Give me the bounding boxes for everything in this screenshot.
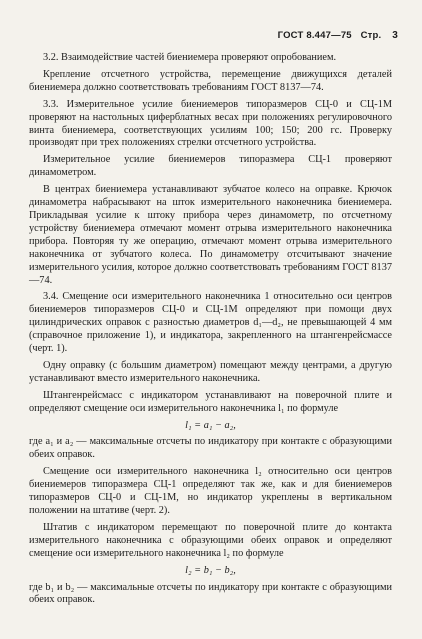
standard-number: ГОСТ 8.447—75 [277, 30, 352, 41]
page-number: 3 [392, 30, 398, 41]
formula-l1: l₁ = a₁ − a₂, [185, 419, 236, 431]
formula-l2: l₂ = b₁ − b₂, [185, 564, 236, 576]
paragraph: Измерительное усилие биениемеров типоразмера СЦ-1 проверяют динамометром. [29, 154, 392, 179]
document-body [29, 52, 392, 611]
paragraph: 3.3. Измерительное усилие биениемеров типоразмеров СЦ-0 и СЦ-1М проверяют на настольных циферблатных весах при положениях регулировочного винта биениемера, соответствующих усилиям 100; 150; 200 гс. Проверку производят при трех положениях стрелки отсчетного устройства. [29, 98, 392, 149]
paragraph: Штангенрейсмасс с индикатором устанавливают на поверочной плите и определяют смещение оси измерительного наконечника l₁ по формуле [29, 389, 392, 414]
formula-legend: где b₁ и b₂ — максимальные отсчеты по индикатору при контакте с образующими обеих оправок. [29, 581, 392, 606]
paragraph: 3.4. Смещение оси измерительного наконечника 1 относительно оси центров биениемеров типоразмеров СЦ-0 и СЦ-1М определяют при помощи двух цилиндрических оправок с разностью диаметров d₁—d₂, не превышающей 4 мм (справочное приложение 1), и индикатора, закрепленного на штангенрейсмассе (черт. 1). [29, 291, 392, 355]
page-label: Стр. [360, 30, 382, 41]
paragraph: Одну оправку (с большим диаметром) помещают между центрами, а другую устанавливают вместо измерительного наконечника. [29, 359, 392, 384]
paragraph: Смещение оси измерительного наконечника l₂ относительно оси центров биениемеров типоразмера СЦ-1 определяют так же, как и для биениемеров типоразмеров СЦ-0 и СЦ-1М, но индикатор укреплены в вертикальном положении на штативе (черт. 2). [29, 466, 392, 516]
paragraph: Штатив с индикатором перемещают по поверочной плите до контакта измерительного наконечника с образующими обеих оправок и определяют смещение оси измерительного наконечника l₂ по формуле [29, 521, 392, 559]
page-header [272, 30, 398, 41]
paragraph: 3.2. Взаимодействие частей биениемера проверяют опробованием. [43, 52, 337, 63]
formula-legend: где a₁ и a₂ — максимальные отсчеты по индикатору при контакте с образующими обеих оправок. [29, 436, 392, 461]
paragraph: Крепление отсчетного устройства, перемещение движущихся деталей биениемера должно соответствовать требованиям ГОСТ 8137—74. [29, 68, 392, 93]
paragraph: В центрах биениемера устанавливают зубчатое колесо на оправке. Крючок динамометра набрасывают на шток измерительного наконечника биениемера. Прикладывая усилие к штоку прибора через динамометр, по отсчетному устройству биениемера отмечают момент отрыва измерительного наконечника прибора. Повторяя ту же операцию, отмечают момент отрыва измерительного наконечника от зубчатого колеса. По динамометру отсчитывают значение измерительного усилия, которое должно соответствовать требованиям ГОСТ 8137—74. [29, 184, 392, 286]
